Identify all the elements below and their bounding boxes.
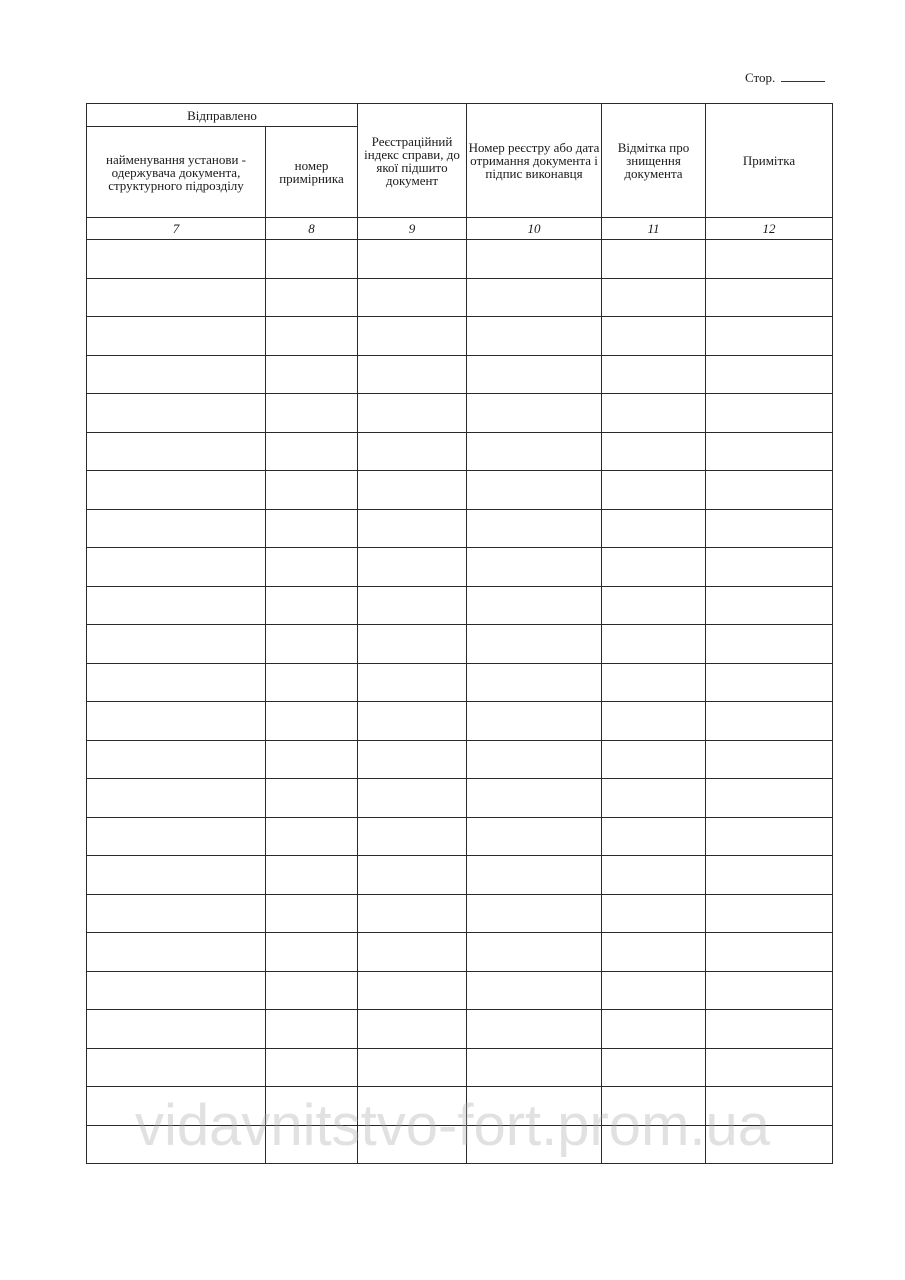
table-cell-col-10[interactable] <box>467 856 602 895</box>
table-cell-col-12[interactable] <box>706 740 833 779</box>
table-cell-col-9[interactable] <box>358 1125 467 1164</box>
table-row <box>87 432 833 471</box>
table-cell-col-12[interactable] <box>706 471 833 510</box>
table-cell-col-12[interactable] <box>706 1125 833 1164</box>
table-cell-col-10[interactable] <box>467 1048 602 1087</box>
table-row <box>87 240 833 279</box>
table-cell-col-9[interactable] <box>358 355 467 394</box>
table-cell-col-10[interactable] <box>467 432 602 471</box>
table-cell-col-7[interactable] <box>87 817 266 856</box>
table-cell-col-7[interactable] <box>87 663 266 702</box>
table-cell-col-10[interactable] <box>467 240 602 279</box>
table-cell-col-9[interactable] <box>358 278 467 317</box>
table-cell-col-12[interactable] <box>706 971 833 1010</box>
table-cell-col-9[interactable] <box>358 317 467 356</box>
header-col-10: Номер реєстру або дата отримання документа і підпис виконавця <box>467 104 602 218</box>
header-sent-group: Відправлено <box>87 104 358 127</box>
table-cell-col-9[interactable] <box>358 971 467 1010</box>
table-body <box>87 240 833 1164</box>
table-cell-col-11[interactable] <box>602 625 706 664</box>
table-cell-col-7[interactable] <box>87 394 266 433</box>
table-cell-col-8[interactable] <box>266 1010 358 1049</box>
table-cell-col-10[interactable] <box>467 394 602 433</box>
table-row <box>87 355 833 394</box>
table-cell-col-9[interactable] <box>358 933 467 972</box>
table-cell-col-9[interactable] <box>358 548 467 587</box>
table-cell-col-9[interactable] <box>358 1087 467 1126</box>
table-cell-col-10[interactable] <box>467 1087 602 1126</box>
table-cell-col-11[interactable] <box>602 817 706 856</box>
table-cell-col-7[interactable] <box>87 1010 266 1049</box>
table-cell-col-11[interactable] <box>602 1125 706 1164</box>
table-cell-col-11[interactable] <box>602 740 706 779</box>
table-cell-col-12[interactable] <box>706 702 833 741</box>
table-cell-col-9[interactable] <box>358 509 467 548</box>
table-cell-col-11[interactable] <box>602 663 706 702</box>
table-cell-col-12[interactable] <box>706 1087 833 1126</box>
table-cell-col-11[interactable] <box>602 1010 706 1049</box>
table-cell-col-8[interactable] <box>266 317 358 356</box>
header-col-12: Примітка <box>706 104 833 218</box>
header-col-8: номер примірника <box>266 127 358 218</box>
table-cell-col-7[interactable] <box>87 779 266 818</box>
table-cell-col-7[interactable] <box>87 740 266 779</box>
table-cell-col-9[interactable] <box>358 1048 467 1087</box>
column-number-10: 10 <box>467 218 602 240</box>
page-number-field <box>745 70 825 86</box>
table-row <box>87 933 833 972</box>
table-cell-col-10[interactable] <box>467 933 602 972</box>
table-row <box>87 509 833 548</box>
table-cell-col-10[interactable] <box>467 355 602 394</box>
header-col-9: Реєстраційний індекс справи, до якої підшито документ <box>358 104 467 218</box>
table-row <box>87 586 833 625</box>
table-cell-col-12[interactable] <box>706 663 833 702</box>
table-row <box>87 317 833 356</box>
table-cell-col-10[interactable] <box>467 779 602 818</box>
table-cell-col-8[interactable] <box>266 240 358 279</box>
table-cell-col-12[interactable] <box>706 240 833 279</box>
table-cell-col-7[interactable] <box>87 432 266 471</box>
table-cell-col-12[interactable] <box>706 625 833 664</box>
table-cell-col-9[interactable] <box>358 702 467 741</box>
table-cell-col-7[interactable] <box>87 317 266 356</box>
table-cell-col-12[interactable] <box>706 509 833 548</box>
table-cell-col-8[interactable] <box>266 1125 358 1164</box>
table-row <box>87 1125 833 1164</box>
table-cell-col-11[interactable] <box>602 278 706 317</box>
column-number-9: 9 <box>358 218 467 240</box>
column-number-7: 7 <box>87 218 266 240</box>
column-number-8: 8 <box>266 218 358 240</box>
table-row <box>87 779 833 818</box>
table-cell-col-7[interactable] <box>87 933 266 972</box>
table-cell-col-11[interactable] <box>602 471 706 510</box>
table-cell-col-12[interactable] <box>706 817 833 856</box>
table-row <box>87 663 833 702</box>
table-cell-col-7[interactable] <box>87 1048 266 1087</box>
table-cell-col-10[interactable] <box>467 663 602 702</box>
table-cell-col-12[interactable] <box>706 894 833 933</box>
table-row <box>87 1010 833 1049</box>
table-cell-col-12[interactable] <box>706 394 833 433</box>
table-cell-col-9[interactable] <box>358 779 467 818</box>
table-cell-col-11[interactable] <box>602 317 706 356</box>
table-cell-col-11[interactable] <box>602 933 706 972</box>
table-cell-col-7[interactable] <box>87 856 266 895</box>
table-row <box>87 394 833 433</box>
table-cell-col-12[interactable] <box>706 548 833 587</box>
table-cell-col-11[interactable] <box>602 894 706 933</box>
table-cell-col-11[interactable] <box>602 1087 706 1126</box>
table-row <box>87 740 833 779</box>
table-cell-col-11[interactable] <box>602 702 706 741</box>
page-number-blank[interactable] <box>781 81 825 82</box>
table-cell-col-12[interactable] <box>706 856 833 895</box>
table-cell-col-10[interactable] <box>467 894 602 933</box>
table-cell-col-11[interactable] <box>602 394 706 433</box>
table-cell-col-7[interactable] <box>87 894 266 933</box>
table-cell-col-10[interactable] <box>467 625 602 664</box>
table-cell-col-12[interactable] <box>706 278 833 317</box>
table-cell-col-7[interactable] <box>87 355 266 394</box>
table-cell-col-8[interactable] <box>266 894 358 933</box>
column-number-12: 12 <box>706 218 833 240</box>
table-cell-col-10[interactable] <box>467 548 602 587</box>
table-row <box>87 971 833 1010</box>
table-cell-col-12[interactable] <box>706 317 833 356</box>
table-cell-col-9[interactable] <box>358 586 467 625</box>
table-cell-col-8[interactable] <box>266 394 358 433</box>
table-cell-col-11[interactable] <box>602 355 706 394</box>
table-cell-col-8[interactable] <box>266 971 358 1010</box>
table-cell-col-9[interactable] <box>358 740 467 779</box>
column-number-11: 11 <box>602 218 706 240</box>
table-cell-col-8[interactable] <box>266 548 358 587</box>
table-cell-col-10[interactable] <box>467 702 602 741</box>
table-cell-col-11[interactable] <box>602 586 706 625</box>
table-cell-col-9[interactable] <box>358 240 467 279</box>
table-cell-col-10[interactable] <box>467 1010 602 1049</box>
table-cell-col-7[interactable] <box>87 1125 266 1164</box>
table-row <box>87 625 833 664</box>
table-cell-col-9[interactable] <box>358 432 467 471</box>
table-cell-col-8[interactable] <box>266 817 358 856</box>
table-cell-col-7[interactable] <box>87 509 266 548</box>
table-cell-col-8[interactable] <box>266 663 358 702</box>
table-cell-col-8[interactable] <box>266 933 358 972</box>
table-cell-col-9[interactable] <box>358 625 467 664</box>
table-cell-col-9[interactable] <box>358 394 467 433</box>
table-cell-col-9[interactable] <box>358 471 467 510</box>
table-cell-col-10[interactable] <box>467 817 602 856</box>
table-cell-col-7[interactable] <box>87 971 266 1010</box>
table-cell-col-9[interactable] <box>358 663 467 702</box>
table-cell-col-8[interactable] <box>266 625 358 664</box>
header-col-11: Відмітка про знищення документа <box>602 104 706 218</box>
table-cell-col-11[interactable] <box>602 856 706 895</box>
table-cell-col-10[interactable] <box>467 278 602 317</box>
table-cell-col-8[interactable] <box>266 509 358 548</box>
table-cell-col-7[interactable] <box>87 548 266 587</box>
table-cell-col-12[interactable] <box>706 586 833 625</box>
header-col-7: найменування установи - одержувача документа, структурного підрозділу <box>87 127 266 218</box>
table-cell-col-8[interactable] <box>266 856 358 895</box>
table-cell-col-10[interactable] <box>467 317 602 356</box>
table-cell-col-7[interactable] <box>87 278 266 317</box>
table-cell-col-7[interactable] <box>87 625 266 664</box>
table-cell-col-8[interactable] <box>266 355 358 394</box>
table-row <box>87 1048 833 1087</box>
table-cell-col-12[interactable] <box>706 355 833 394</box>
table-cell-col-8[interactable] <box>266 779 358 818</box>
table-cell-col-11[interactable] <box>602 432 706 471</box>
table-cell-col-11[interactable] <box>602 548 706 587</box>
table-cell-col-10[interactable] <box>467 509 602 548</box>
table-cell-col-12[interactable] <box>706 1048 833 1087</box>
table-cell-col-8[interactable] <box>266 740 358 779</box>
table-row <box>87 278 833 317</box>
page-number-label: Стор. <box>745 70 776 85</box>
table-cell-col-8[interactable] <box>266 471 358 510</box>
register-table <box>86 103 833 1164</box>
table-cell-col-7[interactable] <box>87 586 266 625</box>
table-cell-col-12[interactable] <box>706 779 833 818</box>
table-cell-col-11[interactable] <box>602 509 706 548</box>
table-cell-col-12[interactable] <box>706 432 833 471</box>
table-cell-col-7[interactable] <box>87 471 266 510</box>
watermark: vidavnitstvo-fort.prom.ua <box>134 1093 771 1158</box>
table-cell-col-9[interactable] <box>358 856 467 895</box>
table-cell-col-8[interactable] <box>266 1087 358 1126</box>
table-cell-col-9[interactable] <box>358 894 467 933</box>
table-cell-col-8[interactable] <box>266 1048 358 1087</box>
table-row <box>87 856 833 895</box>
table-cell-col-7[interactable] <box>87 1087 266 1126</box>
table-cell-col-8[interactable] <box>266 432 358 471</box>
table-cell-col-7[interactable] <box>87 240 266 279</box>
table-cell-col-11[interactable] <box>602 971 706 1010</box>
table-cell-col-8[interactable] <box>266 586 358 625</box>
table-cell-col-9[interactable] <box>358 817 467 856</box>
table-cell-col-8[interactable] <box>266 278 358 317</box>
table-cell-col-11[interactable] <box>602 240 706 279</box>
table-cell-col-11[interactable] <box>602 1048 706 1087</box>
table-row <box>87 894 833 933</box>
table-row <box>87 702 833 741</box>
table-cell-col-10[interactable] <box>467 471 602 510</box>
table-cell-col-9[interactable] <box>358 1010 467 1049</box>
table-cell-col-8[interactable] <box>266 702 358 741</box>
table-cell-col-11[interactable] <box>602 779 706 818</box>
table-row <box>87 817 833 856</box>
table-cell-col-10[interactable] <box>467 971 602 1010</box>
table-cell-col-10[interactable] <box>467 586 602 625</box>
table-cell-col-12[interactable] <box>706 1010 833 1049</box>
table-cell-col-12[interactable] <box>706 933 833 972</box>
table-cell-col-7[interactable] <box>87 702 266 741</box>
table-cell-col-10[interactable] <box>467 1125 602 1164</box>
table-cell-col-10[interactable] <box>467 740 602 779</box>
table-row <box>87 471 833 510</box>
table-row <box>87 548 833 587</box>
table-row <box>87 1087 833 1126</box>
